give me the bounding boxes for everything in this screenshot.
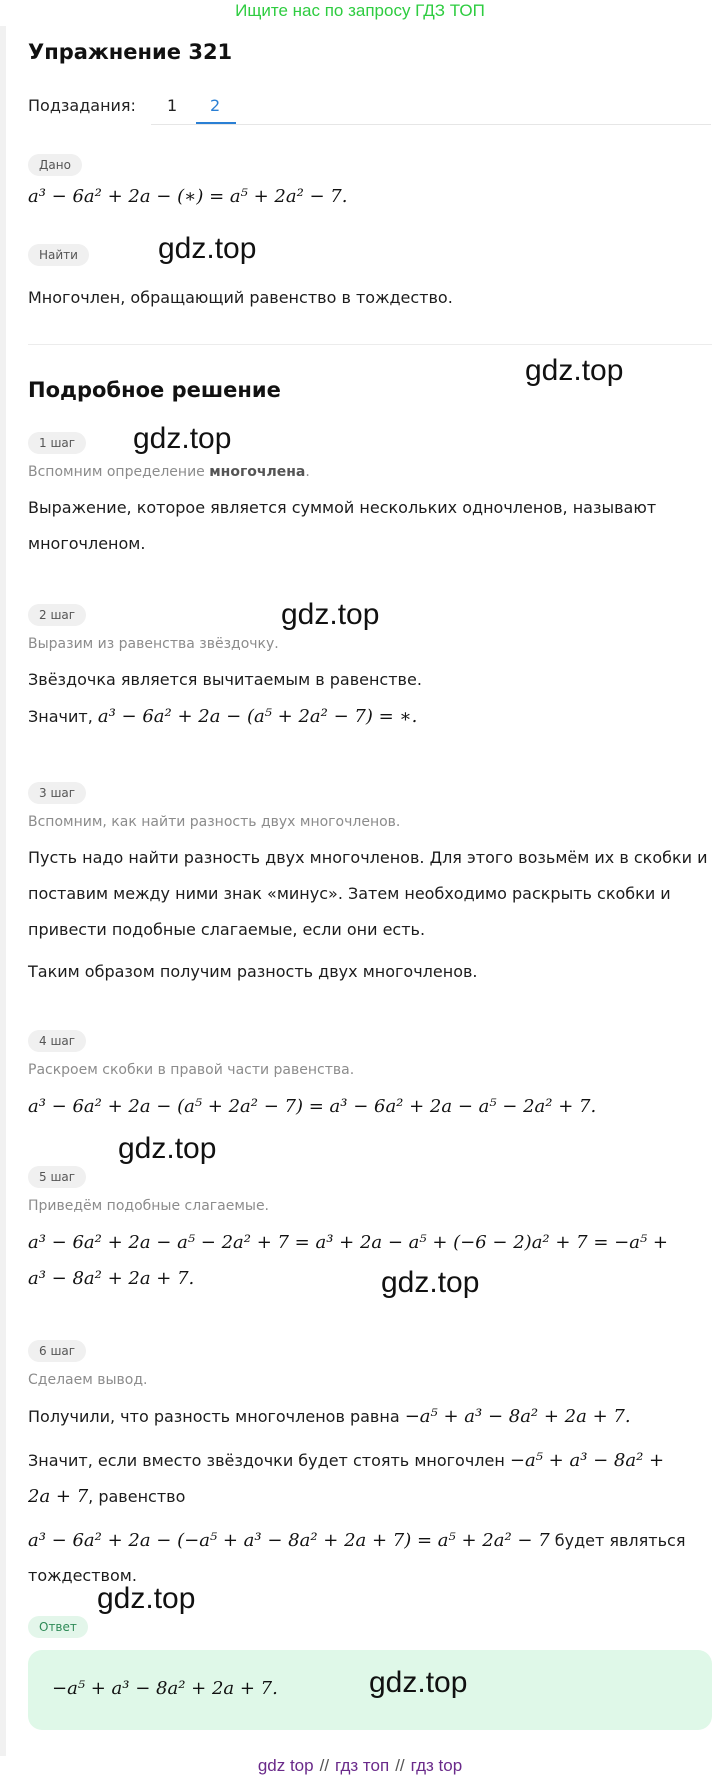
- step-1-line-2: многочленом.: [28, 534, 146, 553]
- subtask-tab-1[interactable]: 1: [167, 96, 178, 115]
- step-5-formula-line-1: a³ − 6a² + 2a − a⁵ − 2a² + 7 = a³ + 2a − a⁵ + (−6 − 2)a² + 7 = −a⁵ +: [28, 1232, 668, 1253]
- step-1-line-1: Выражение, которое является суммой нескольких одночленов, называют: [28, 498, 657, 517]
- step-6-line-4: a³ − 6a² + 2a − (−a⁵ + a³ − 8a² + 2a + 7) = a⁵ + 2a² − 7 будет являться: [28, 1530, 686, 1551]
- footer-links: [0, 1756, 720, 1776]
- step-3-line-1: Пусть надо найти разность двух многочленов. Для этого возьмём их в скобки и: [28, 848, 708, 867]
- step-6-hint: Сделаем вывод.: [28, 1372, 148, 1388]
- subtask-tab-2[interactable]: 2: [210, 96, 221, 115]
- step-3-line-4: Таким образом получим разность двух многочленов.: [28, 962, 478, 981]
- footer-link-1[interactable]: gdz top: [257, 1756, 314, 1775]
- step-6-line-3: 2a + 7, равенство: [28, 1486, 186, 1507]
- step-1-pill: 1 шаг: [28, 432, 86, 454]
- step-6-line-1: Получили, что разность многочленов равна −a⁵ + a³ − 8a² + 2a + 7.: [28, 1406, 631, 1427]
- step-6-pill: 6 шаг: [28, 1340, 86, 1362]
- step-4-hint: Раскроем скобки в правой части равенства.: [28, 1062, 355, 1078]
- page-title: Упражнение 321: [28, 40, 233, 64]
- find-pill: Найти: [28, 244, 89, 266]
- watermark-8: gdz.top: [369, 1666, 468, 1699]
- step-3-hint: Вспомним, как найти разность двух многочленов.: [28, 814, 401, 830]
- watermark-1: gdz.top: [158, 232, 257, 265]
- watermark-7: gdz.top: [97, 1582, 196, 1615]
- step-1-hint: Вспомним определение многочлена.: [28, 464, 310, 480]
- active-tab-indicator: [196, 122, 236, 124]
- step-2-pill: 2 шаг: [28, 604, 86, 626]
- subtasks-label: Подзадания:: [28, 96, 136, 115]
- step-3-line-3: привести подобные слагаемые, если они есть.: [28, 920, 426, 939]
- step-6-line-2: Значит, если вместо звёздочки будет стоять многочлен −a⁵ + a³ − 8a² +: [28, 1450, 665, 1471]
- watermark-6: gdz.top: [381, 1266, 480, 1299]
- given-pill: Дано: [28, 154, 82, 176]
- watermark-3: gdz.top: [133, 422, 232, 455]
- search-banner: Ищите нас по запросу ГДЗ ТОП: [235, 1, 485, 20]
- step-2-line-2: Значит, a³ − 6a² + 2a − (a⁵ + 2a² − 7) = ∗.: [28, 706, 418, 727]
- step-5-pill: 5 шаг: [28, 1166, 86, 1188]
- step-5-hint: Приведём подобные слагаемые.: [28, 1198, 270, 1214]
- find-text: Многочлен, обращающий равенство в тождество.: [28, 288, 453, 307]
- footer-separator: //: [395, 1756, 405, 1775]
- watermark-4: gdz.top: [281, 598, 380, 631]
- answer-pill: Ответ: [28, 1616, 88, 1638]
- given-formula: a³ − 6a² + 2a − (∗) = a⁵ + 2a² − 7.: [28, 186, 348, 207]
- watermark-5: gdz.top: [118, 1132, 217, 1165]
- footer-link-3[interactable]: гдз top: [410, 1756, 463, 1775]
- step-2-hint: Выразим из равенства звёздочку.: [28, 636, 279, 652]
- step-2-line-1: Звёздочка является вычитаемым в равенстве.: [28, 670, 422, 689]
- footer-separator: //: [319, 1756, 330, 1775]
- footer-link-2[interactable]: гдз топ: [335, 1756, 390, 1775]
- solution-title: Подробное решение: [28, 378, 281, 402]
- tabs-divider: [151, 124, 711, 125]
- answer-formula: −a⁵ + a³ − 8a² + 2a + 7.: [52, 1678, 278, 1699]
- step-6-line-5: тождеством.: [28, 1566, 137, 1585]
- step-3-pill: 3 шаг: [28, 782, 86, 804]
- watermark-2: gdz.top: [525, 354, 624, 387]
- section-divider: [28, 344, 712, 345]
- exercise-card: [6, 26, 720, 1756]
- step-4-pill: 4 шаг: [28, 1030, 86, 1052]
- step-4-formula: a³ − 6a² + 2a − (a⁵ + 2a² − 7) = a³ − 6a² + 2a − a⁵ − 2a² + 7.: [28, 1096, 597, 1117]
- step-3-line-2: поставим между ними знак «минус». Затем необходимо раскрыть скобки и: [28, 884, 671, 903]
- step-5-formula-line-2: a³ − 8a² + 2a + 7.: [28, 1268, 195, 1289]
